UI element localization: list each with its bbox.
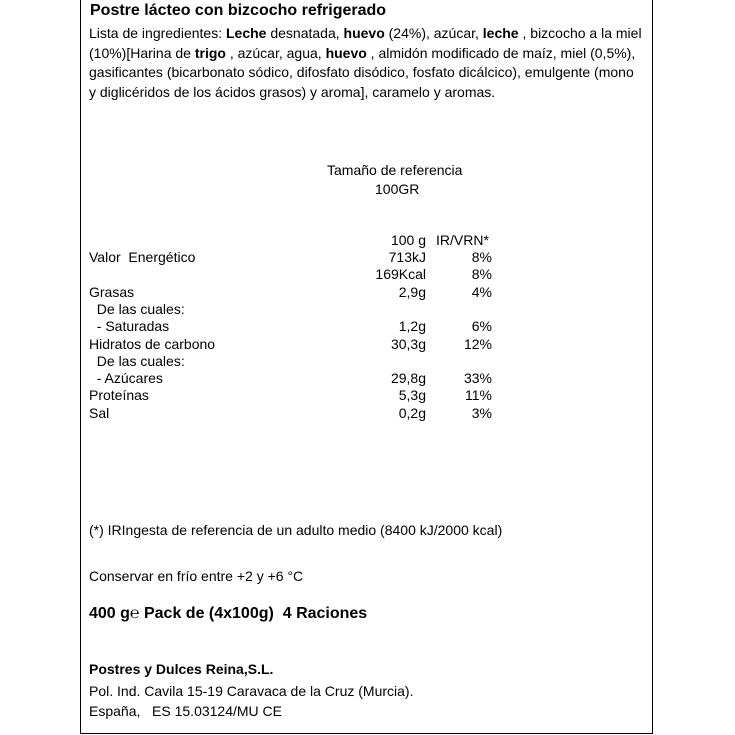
estimated-sign-icon: ℮ [129,605,140,622]
nutrient-percent: 6% [471,318,492,335]
ingredients-list [89,24,644,102]
nutrition-header-percent: IR/VRN* [436,232,489,248]
nutrient-value: 30,3g [390,335,426,352]
nutrient-percent: 8% [471,249,492,265]
ingredient-text: (24%), azúcar, [384,25,483,41]
nutrient-name: Valor Energético [89,249,196,265]
ingredient-text: Lista de ingredientes: [89,25,226,41]
nutrient-value: 0,2g [398,404,426,421]
nutrient-percent: 11% [465,387,492,404]
nutrient-value: 169Kcal [375,266,426,283]
storage-instructions: Conservar en frío entre +2 y +6 °C [89,568,304,584]
allergen-text: Leche [225,25,267,41]
ingredient-text: , bizcocho a la miel (10%)[Harina de [89,25,642,61]
nutrient-value: 713kJ [388,249,426,265]
nutrient-name: De las cuales: [89,352,185,369]
nutrient-name: - Saturadas [89,318,170,335]
nutrition-header-value: 100 g [390,232,426,248]
ingredient-text: , almidón modificado de maíz, miel (0,5%), gasificantes (bicarbonato sódico, difosfato disódico, fosfato dicálcico), emulgente (mono y diglicéridos de los ácidos grasos) y aroma], caramelo y aromas. [89,44,636,100]
nutrient-name: Sal [89,404,110,421]
reference-label: Tamaño de referencia [327,162,463,178]
footnote: (*) IRIngesta de referencia de un adulto medio (8400 kJ/2000 kcal) [89,522,503,538]
nutrient-name: Hidratos de carbono [89,335,216,352]
company-address-2: España, ES 15.03124/MU CE [89,703,282,719]
nutrient-value: 1,2g [398,318,426,335]
allergen-text: huevo [325,44,367,61]
company-name: Postres y Dulces Reina,S.L. [89,661,274,677]
allergen-text: trigo [194,44,226,61]
pack-description: Pack de (4x100g) 4 Raciones [139,605,368,622]
nutrient-percent: 8% [471,266,492,283]
ingredient-text: , azúcar, agua, [225,44,326,61]
pack-info [89,605,367,623]
ingredient-text: desnatada, [266,25,344,41]
nutrient-name: - Azúcares [89,370,163,387]
product-title: Postre lácteo con bizcocho refrigerado [90,2,387,19]
nutrient-percent: 4% [471,283,492,300]
nutrient-percent: 12% [463,335,492,352]
nutrient-value: 2,9g [398,283,426,300]
nutrient-value: 29,8g [390,370,426,387]
pack-weight: 400 g [89,605,130,622]
nutrient-percent: 3% [471,404,492,421]
reference-value: 100GR [375,181,420,197]
nutrient-percent: 33% [463,370,492,387]
nutrient-name: Grasas [89,283,135,300]
nutrient-name: De las cuales: [89,300,185,317]
nutrient-name: Proteínas [89,387,149,404]
allergen-text: huevo [343,25,385,41]
allergen-text: leche [482,25,519,41]
nutrient-value: 5,3g [398,387,426,404]
company-address-1: Pol. Ind. Cavila 15-19 Caravaca de la Cruz (Murcia). [89,683,414,699]
